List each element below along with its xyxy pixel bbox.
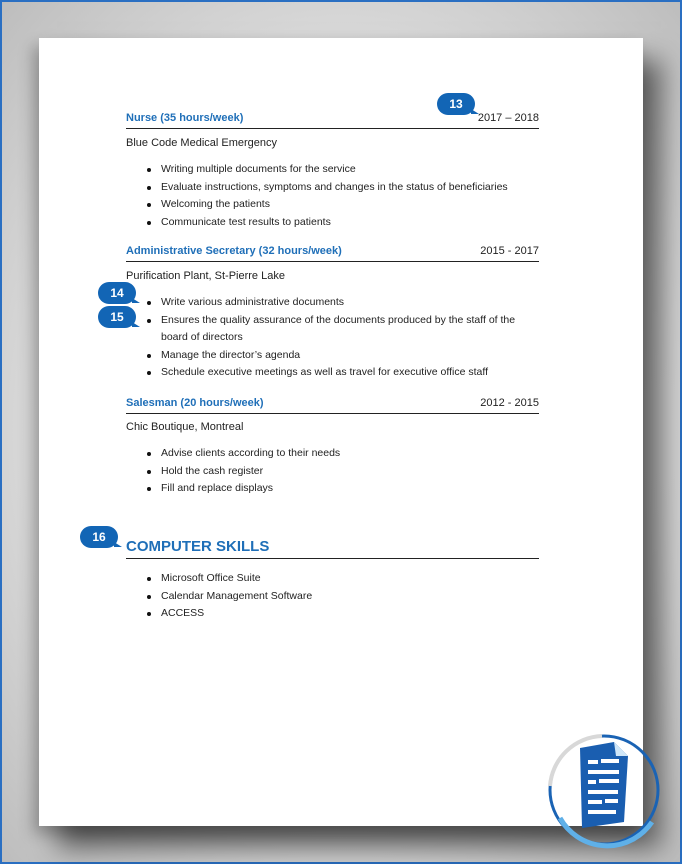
job-title: Administrative Secretary (32 hours/week) [126, 245, 342, 257]
computer-skills-header [126, 533, 539, 559]
employer: Chic Boutique, Montreal [126, 421, 244, 433]
duty-item: Advise clients according to their needs [146, 445, 546, 463]
callout-bubble-14: 14 [98, 282, 136, 304]
callout-bubble-16: 16 [80, 526, 118, 548]
skill-item: Microsoft Office Suite [146, 570, 546, 588]
duty-item: Schedule executive meetings as well as travel for executive office staff [146, 364, 542, 382]
duty-item: Fill and replace displays [146, 480, 546, 498]
duty-item: Communicate test results to patients [146, 214, 546, 232]
duty-list [146, 445, 546, 498]
job-header-salesman [126, 394, 539, 414]
skill-item: Calendar Management Software [146, 588, 546, 606]
duty-list [146, 161, 546, 231]
employer: Purification Plant, St-Pierre Lake [126, 270, 285, 282]
duty-item: Ensures the quality assurance of the documents produced by the staff of the board of directors [146, 312, 542, 347]
callout-bubble-13: 13 [437, 93, 475, 115]
job-dates: 2017 – 2018 [477, 112, 539, 124]
duty-item: Evaluate instructions, symptoms and changes in the status of beneficiaries [146, 179, 546, 197]
duty-item: Welcoming the patients [146, 196, 546, 214]
resume-page [39, 38, 643, 826]
skills-list [146, 570, 546, 623]
duty-item: Writing multiple documents for the service [146, 161, 546, 179]
document-logo-icon [538, 726, 664, 852]
duty-item: Hold the cash register [146, 463, 546, 481]
job-dates: 2015 - 2017 [480, 245, 539, 257]
duty-item: Manage the director’s agenda [146, 347, 542, 365]
job-header-secretary [126, 242, 539, 262]
job-title: Nurse (35 hours/week) [126, 112, 244, 124]
callout-bubble-15: 15 [98, 306, 136, 328]
employer: Blue Code Medical Emergency [126, 137, 278, 149]
duty-list [146, 294, 542, 382]
section-heading: COMPUTER SKILLS [126, 538, 270, 555]
job-dates: 2012 - 2015 [480, 397, 539, 409]
job-title: Salesman (20 hours/week) [126, 397, 264, 409]
skill-item: ACCESS [146, 605, 546, 623]
duty-item: Write various administrative documents [146, 294, 542, 312]
